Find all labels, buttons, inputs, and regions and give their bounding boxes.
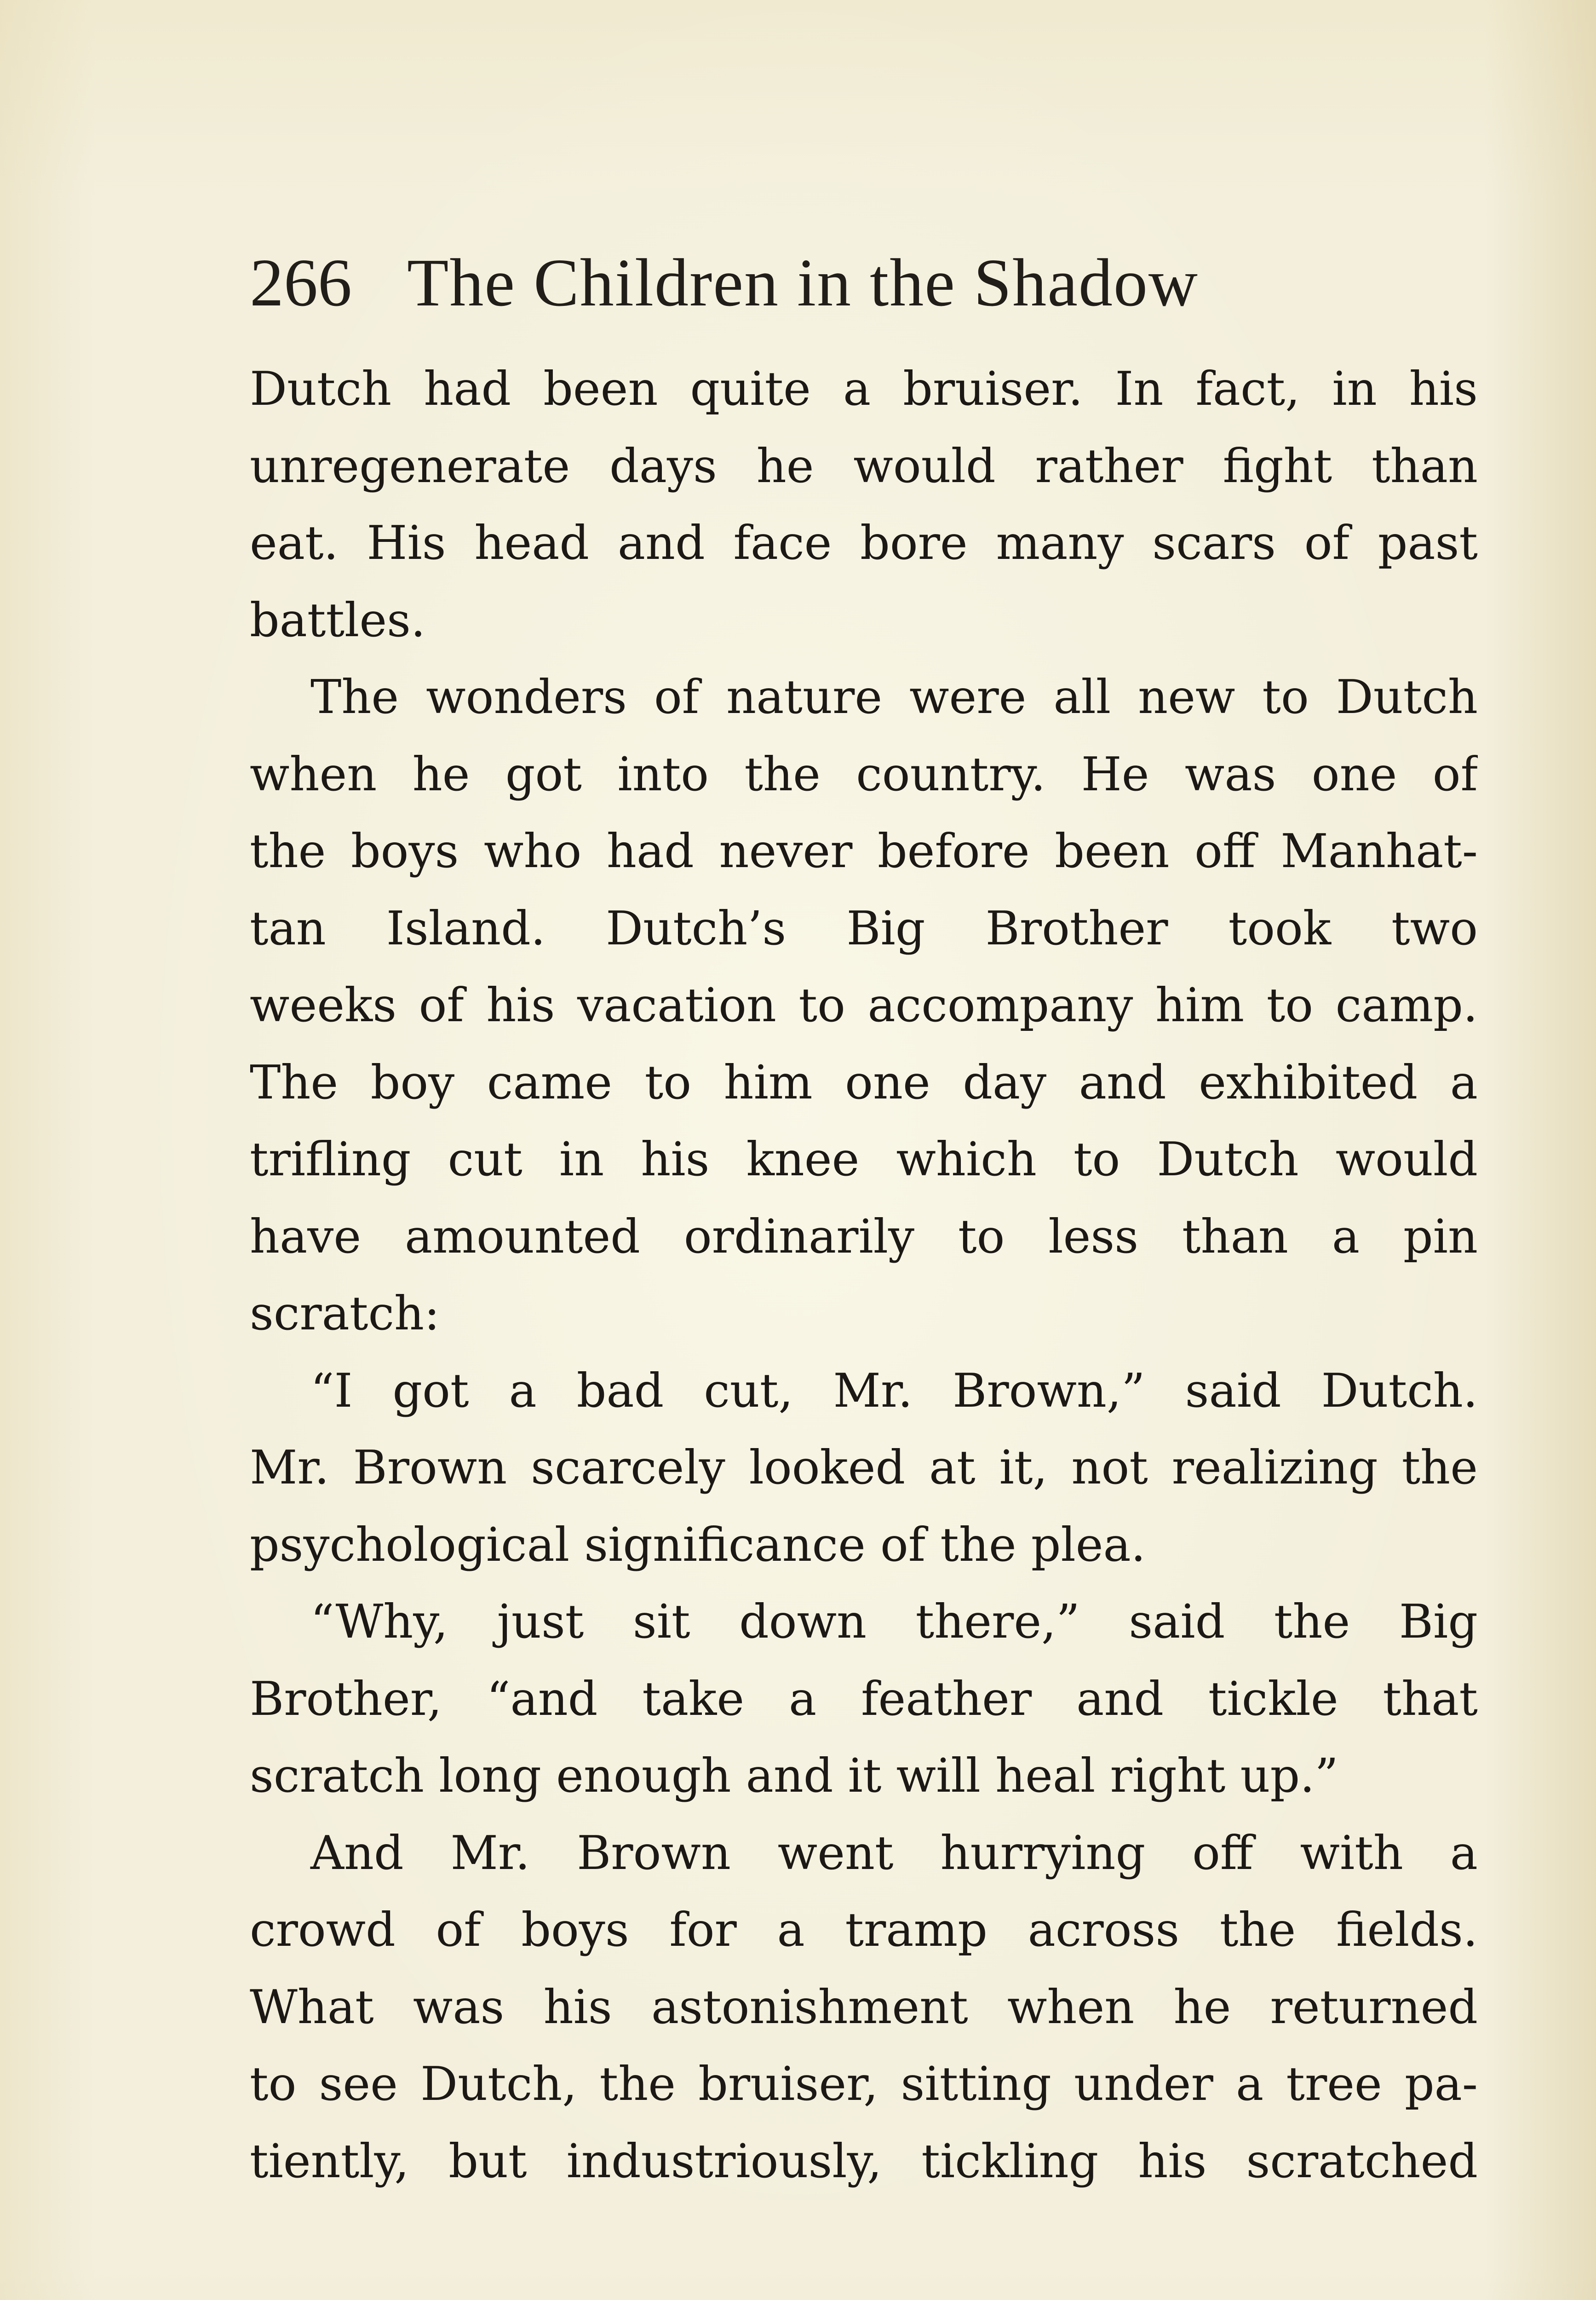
text-line-14: “I got a bad cut, Mr. Brown,” said Dutch. (310, 1363, 1478, 1418)
page-number: 266 (250, 245, 352, 321)
text-line-6: when he got into the country. He was one of (250, 747, 1478, 801)
text-line-21: crowd of boys for a tramp across the fields. (250, 1903, 1478, 1957)
text-line-3: eat. His head and face bore many scars of past (250, 516, 1478, 570)
text-line-16: psychological significance of the plea. (250, 1517, 1146, 1572)
text-line-15: Mr. Brown scarcely looked at it, not realizing the (250, 1440, 1478, 1495)
text-line-20: And Mr. Brown went hurrying off with a (310, 1825, 1478, 1880)
text-line-22: What was his astonishment when he returned (250, 1979, 1478, 2034)
text-line-4: battles. (250, 592, 426, 647)
text-line-7: the boys who had never before been off Manhat- (250, 824, 1478, 878)
text-line-2: unregenerate days he would rather fight than (250, 438, 1478, 493)
text-line-17: “Why, just sit down there,” said the Big (310, 1594, 1478, 1649)
running-title: The Children in the Shadow (407, 245, 1199, 321)
running-head (250, 242, 1492, 324)
text-line-11: trifling cut in his knee which to Dutch would (250, 1132, 1478, 1186)
text-line-10: The boy came to him one day and exhibited a (250, 1055, 1478, 1110)
text-line-5: The wonders of nature were all new to Dutch (310, 670, 1478, 724)
text-line-1: Dutch had been quite a bruiser. In fact, in his (250, 362, 1478, 416)
text-line-24: tiently, but industriously, tickling his scratched (250, 2133, 1478, 2188)
text-line-9: weeks of his vacation to accompany him to camp. (250, 978, 1478, 1032)
text-line-13: scratch: (250, 1286, 440, 1340)
body-text (250, 351, 1478, 2214)
text-line-19: scratch long enough and it will heal right up.” (250, 1748, 1338, 1803)
text-line-23: to see Dutch, the bruiser, sitting under a tree pa- (250, 2057, 1478, 2111)
text-line-12: have amounted ordinarily to less than a pin (250, 1209, 1478, 1264)
text-line-18: Brother, “and take a feather and tickle that (250, 1671, 1478, 1726)
text-line-8: tan Island. Dutch’s Big Brother took two (250, 901, 1478, 955)
